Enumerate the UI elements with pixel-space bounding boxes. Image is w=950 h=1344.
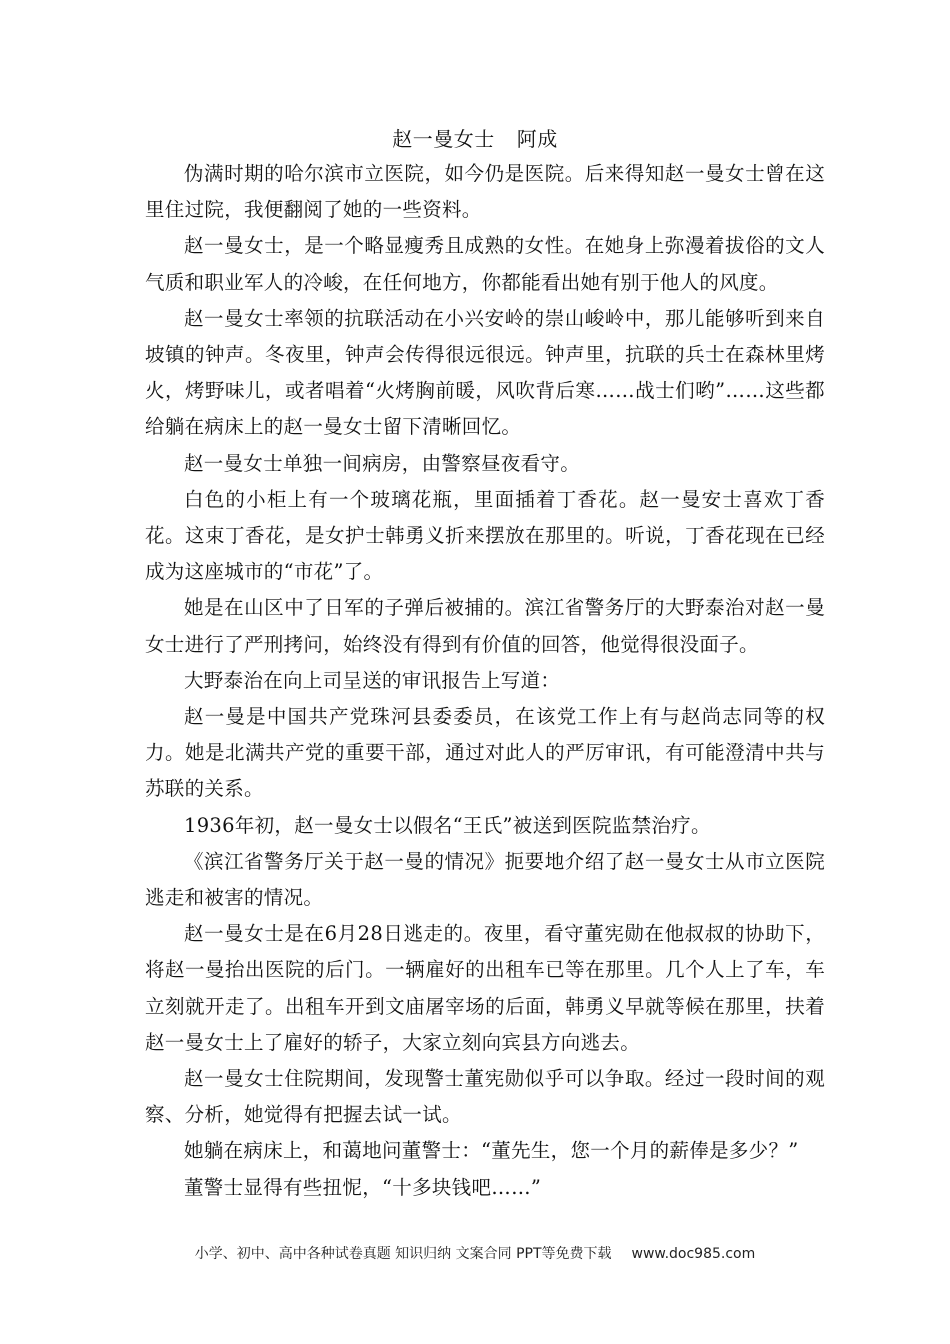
page-footer <box>0 1243 950 1265</box>
paragraph: 《滨江省警务厅关于赵一曼的情况》扼要地介绍了赵一曼女士从市立医院逃走和被害的情况。 <box>145 849 825 910</box>
author-name: 阿成 <box>516 127 558 151</box>
article-title <box>0 125 950 153</box>
paragraph: 大野泰治在向上司呈送的审讯报告上写道： <box>184 668 561 692</box>
paragraph: 赵一曼女士单独一间病房，由警察昼夜看守。 <box>184 451 581 475</box>
paragraph: 赵一曼女士是在6月28日逃走的。夜里，看守董宪勋在他叔叔的协助下，将赵一曼抬出医院的后门。一辆雇好的出租车已等在那里。几个人上了车，车立刻就开走了。出租车开到文庙屠宰场的后面，韩勇义早就等候在那里，扶着赵一曼女士上了雇好的轿子，大家立刻向宾县方向逃去。 <box>145 922 825 1054</box>
article-body <box>145 156 825 1206</box>
paragraph: 她是在山区中了日军的子弹后被捕的。滨江省警务厅的大野泰治对赵一曼女士进行了严刑拷问，始终没有得到有价值的回答，他觉得很没面子。 <box>145 596 825 656</box>
paragraph: 赵一曼是中国共产党珠河县委委员，在该党工作上有与赵尚志同等的权力。她是北满共产党的重要干部，通过对此人的严厉审讯，有可能澄清中共与苏联的关系。 <box>145 705 825 801</box>
paragraph: 白色的小柜上有一个玻璃花瓶，里面插着丁香花。赵一曼安士喜欢丁香花。这束丁香花，是女护士韩勇义折来摆放在那里的。听说，丁香花现在已经成为这座城市的“市花”了。 <box>145 487 825 584</box>
paragraph: 赵一曼女士，是一个略显瘦秀且成熟的女性。在她身上弥漫着拔俗的文人气质和职业军人的冷峻，在任何地方，你都能看出她有别于他人的风度。 <box>145 234 825 294</box>
footer-site-link[interactable]: www.doc985.com <box>631 1246 756 1262</box>
paragraph: 1936年初，赵一曼女士以假名“王氏”被送到医院监禁治疗。 <box>184 813 711 837</box>
paragraph: 董警士显得有些扭怩，“十多块钱吧……” <box>184 1175 542 1199</box>
paragraph: 她躺在病床上，和蔼地问董警士：“董先生，您一个月的薪俸是多少？” <box>184 1139 799 1163</box>
paragraph: 赵一曼女士住院期间，发现警士董宪勋似乎可以争取。经过一段时间的观察、分析，她觉得有把握去试一试。 <box>145 1067 825 1127</box>
title-text: 赵一曼女士 <box>392 127 495 151</box>
paragraph: 伪满时期的哈尔滨市立医院，如今仍是医院。后来得知赵一曼女士曾在这里住过院，我便翻阅了她的一些资料。 <box>145 162 825 222</box>
footer-text: 小学、初中、高中各种试卷真题 知识归纳 文案合同 PPT等免费下载 <box>194 1246 612 1262</box>
paragraph: 赵一曼女士率领的抗联活动在小兴安岭的崇山峻岭中，那儿能够听到来自坡镇的钟声。冬夜里，钟声会传得很远很远。钟声里，抗联的兵士在森林里烤火，烤野味儿，或者唱着“火烤胸前暖，风吹背后寒……战士们哟”……这些都给躺在病床上的赵一曼女士留下清晰回忆。 <box>145 306 825 439</box>
